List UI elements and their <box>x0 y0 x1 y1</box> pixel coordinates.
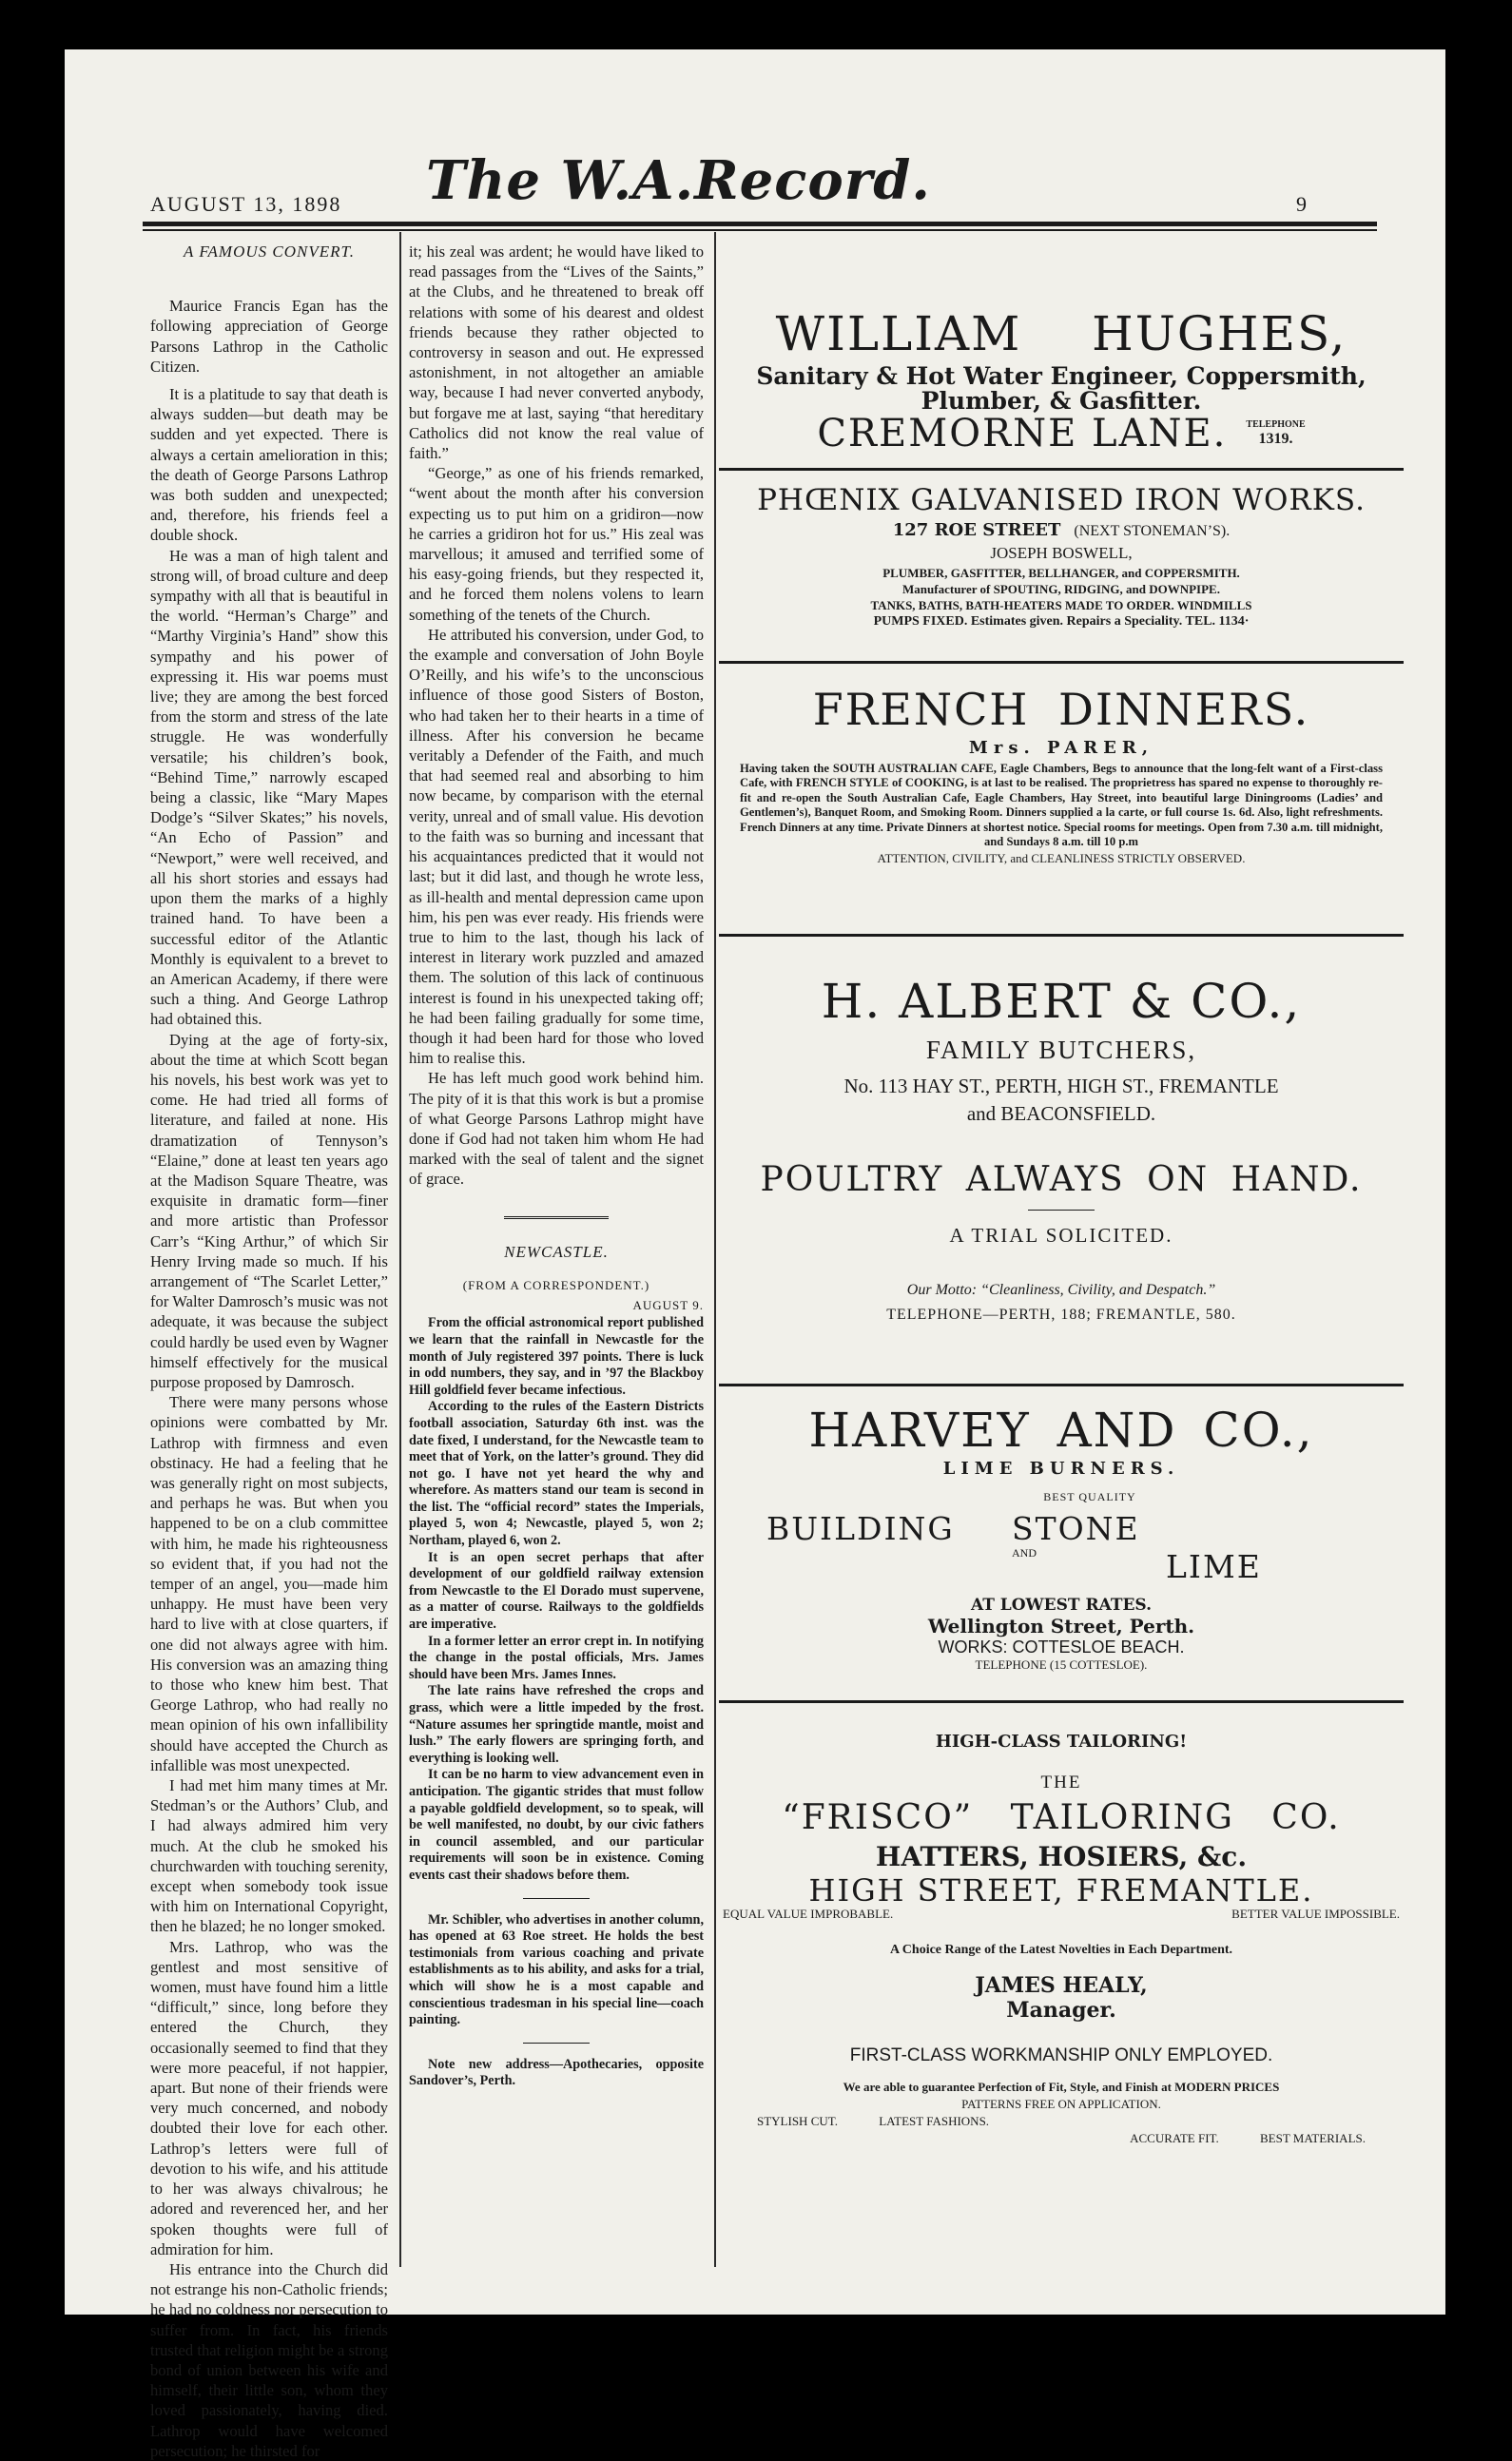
ad-albert-poultry: POULTRY ALWAYS ON HAND. <box>760 1160 1363 1199</box>
ad-hughes-name: WILLIAM HUGHES, <box>775 306 1347 361</box>
ad-frisco-workmanship: FIRST-CLASS WORKMANSHIP ONLY EMPLOYED. <box>849 2045 1273 2065</box>
ad-phoenix-iron-works <box>719 471 1404 661</box>
ad-phoenix-address-note: (NEXT STONEMAN’S). <box>1074 523 1231 539</box>
newspaper-title: The W.A.Record. <box>426 149 931 212</box>
ad-frisco-name: “FRISCO” TAILORING CO. <box>782 1798 1341 1837</box>
article-paragraph: In a former letter an error crept in. In notifying the change in the postal officials, Mrs. James should have been Mrs. James Innes. <box>409 1633 704 1682</box>
ad-harvey-name: HARVEY AND CO., <box>808 1403 1314 1458</box>
ad-french-footer: ATTENTION, CIVILITY, and CLEANLINESS STRICTLY OBSERVED. <box>877 851 1246 866</box>
article-paragraph: He has left much good work behind him. The pity of it is that this work is but a promise of what George Parsons Lathrop might have done if God had not taken him whom He had marked with the seal of talent and the signet of grace. <box>409 1069 704 1189</box>
ad-phoenix-address: 127 ROE STREET <box>892 520 1061 540</box>
ad-french-body: Having taken the SOUTH AUSTRALIAN CAFE, Eagle Chambers, Begs to announce that the long-felt want of a First-class Cafe, with FRENCH STYLE of COOKING, is at last to be realised. The proprietress has spared no expense to thoroughly re-fit and re-open the South Australian Cafe, Eagle Chambers, Hay Street, into beautiful large Diningrooms (Ladies’ and Gentlemen’s), Banquet Room, and Smoking Room. Dinners supplied a la carte, or full course 1s. 6d. Also, light refreshments. French Dinners at any time. Private Dinners at shortest notice. Special rooms for meetings. Open from 7.30 a.m. till midnight, and Sundays 8 a.m. till 10 p.m <box>740 762 1383 849</box>
schibler-notice: Mr. Schibler, who advertises in another column, has opened at 63 Roe street. He holds the best testimonials from various coaching and private establishments as to his ability, and asks for a trial, which will show he is a most capable and conscientious tradesman in his special line—coach painting. <box>409 1911 704 2028</box>
ad-frisco-tag-2: LATEST FASHIONS. <box>879 2114 990 2128</box>
ad-hughes-line1: Sanitary & Hot Water Engineer, Coppersmith, <box>756 362 1367 390</box>
ad-frisco-tag-3: ACCURATE FIT. <box>1130 2131 1219 2145</box>
ad-frisco-range: A Choice Range of the Latest Novelties in Each Department. <box>889 1943 1233 1957</box>
ad-phoenix-trades: PLUMBER, GASFITTER, BELLHANGER, and COPPERSMITH. <box>882 566 1240 580</box>
ad-harvey-lime: LIME <box>1166 1548 1262 1585</box>
ad-frisco-headline: HIGH-CLASS TAILORING! <box>935 1732 1188 1752</box>
ad-phoenix-manufacturer: Manufacturer of SPOUTING, RIDGING, and DOWNPIPE. <box>902 582 1220 596</box>
ad-harvey-stone: STONE <box>1012 1510 1140 1547</box>
ad-harvey-trade: LIME BURNERS. <box>942 1459 1180 1479</box>
article-paragraph: There were many persons whose opinions were combatted by Mr. Lathrop with firmness and even obstinacy. He had a feeling that he was generally right on most subjects, and perhaps he was. But when you happened to be on a club committee with him, he made his righteousness so evident that, if you had not the temper of an angel, you—made him unhappy. He must have been very hard to live with at close quarters, if one did not always agree with him. His conversion was an amazing thing to those who knew him best. That George Lathrop, who had really no mean opinion of his own infallibility should have accepted the Church as infallible was most unexpected. <box>150 1393 388 1774</box>
ad-hughes-address: CREMORNE LANE. <box>817 412 1228 455</box>
article-famous-convert <box>150 242 388 2461</box>
ad-phoenix-pumps: PUMPS FIXED. Estimates given. Repairs a Speciality. TEL. 1134· <box>873 614 1250 629</box>
article-paragraph: It can be no harm to view advancement even in anticipation. The gigantic strides that must follow a payable goldfield development, so to speak, will be well manifested, no doubt, by our civic fathers in council assembled, and our particular requirements will soon be in existence. Coming events cast their shadows before them. <box>409 1767 704 1883</box>
address-notice: Note new address—Apothecaries, opposite Sandover’s, Perth. <box>409 2056 704 2089</box>
ad-harvey-telephone: TELEPHONE (15 COTTESLOE). <box>975 1657 1148 1672</box>
ad-phoenix-tanks: TANKS, BATHS, BATH-HEATERS MADE TO ORDER. WINDMILLS <box>870 598 1252 612</box>
ad-french-dinners <box>719 664 1404 934</box>
article-paragraph: He was a man of high talent and strong will, of broad culture and deep sympathy with all that is beautiful in the world. “Herman’s Charge” and “Marthy Virginia’s Hand” show this sympathy and his power of expressing it. His war poems must live; they are among the best forced from the storm and stress of the late struggle. He was wonderfully versatile; his children’s book, “Behind Time,” narrowly escaped being a classic, like “Mary Mapes Dodge’s “Silver Skates;” his novels, “An Echo of Passion” and “Newport,” were well received, and all his short stories and essays had upon them the marks of a highly trained hand. To have been a successful editor of the Atlantic Monthly is equivalent to a brevet to an American Academy, if there were such a thing. And George Lathrop had obtained this. <box>150 546 388 1029</box>
masthead-rule <box>143 222 1377 226</box>
ad-frisco-guarantee: We are able to guarantee Perfection of Fit, Style, and Finish at MODERN PRICES <box>843 2080 1280 2094</box>
column-two <box>409 242 704 2090</box>
ad-harvey-quality: BEST QUALITY <box>1043 1490 1136 1503</box>
ad-frisco-value-left: EQUAL VALUE IMPROBABLE. <box>723 1907 894 1921</box>
ad-phoenix-name: PHŒNIX GALVANISED IRON WORKS. <box>757 483 1366 517</box>
ad-frisco-value-right: BETTER VALUE IMPOSSIBLE. <box>1231 1907 1400 1921</box>
article-paragraph: His entrance into the Church did not estrange his non-Catholic friends; he had no coldness nor persecution to suffer from. In fact, his friends trusted that religion might be a strong bond of union between his wife and himself, their little son, whom they loved passionately, having died. Lathrop would have welcomed persecution; he thirsted for <box>150 2259 388 2460</box>
article-paragraph: From the official astronomical report published we learn that the rainfall in Newcastle for the month of July registered 397 points. There is luck in odd numbers, they say, and in ’97 the Blackboy Hill goldfield fever became infectious. <box>409 1315 704 1398</box>
ad-albert-address2: and BEACONSFIELD. <box>966 1102 1156 1125</box>
column-divider <box>714 232 716 2267</box>
ad-frisco-tag-4: BEST MATERIALS. <box>1260 2131 1366 2145</box>
article-paragraph: It is an open secret perhaps that after development of our goldfield railway extension from Newcastle to the El Dorado must supervene, as a matter of course. Railways to the goldfields are imperative. <box>409 1549 704 1633</box>
article-paragraph: The late rains have refreshed the crops and grass, which were a little impeded by the frost. “Nature assumes her springtide mantle, moist and lush.” The early flowers are springing forth, and everything is looking well. <box>409 1683 704 1766</box>
ad-albert-trial: A TRIAL SOLICITED. <box>949 1224 1173 1247</box>
ad-french-title: FRENCH DINNERS. <box>812 684 1310 735</box>
page-number: 9 <box>1296 192 1307 216</box>
ad-hughes-tel-number: 1319. <box>1258 431 1293 447</box>
article-paragraph: “George,” as one of his friends remarked, “went about the month after his conversion expecting us to put him on a gridiron—now he carries a gridiron hot for us.” His zeal was marvellous; it amused and terrified some of his easy-going friends, but they respected it, and he forced them nolens volens to learn something of the tenets of the Church. <box>409 464 704 624</box>
newcastle-body <box>409 1315 704 2090</box>
ad-albert-address1: No. 113 HAY ST., PERTH, HIGH ST., FREMANTLE <box>843 1075 1279 1097</box>
article-paragraph: Mrs. Lathrop, who was the gentlest and most sensitive of women, must have found him a little “difficult,” since, long before they entered the Church, they occasionally seemed to find that they were more peaceful, if not happier, apart. But none of their friends were very much concerned, and nobody doubted their love for each other. Lathrop’s letters were full of devotion to his wife, and his attitude to her was always chivalrous; he adored and reverenced her, and her spoken thoughts were full of admiration for him. <box>150 1937 388 2258</box>
ad-hughes-line2: Plumber, & Gasfitter. <box>921 387 1202 415</box>
ad-frisco-the: THE <box>1040 1773 1082 1792</box>
column-divider <box>399 232 401 2267</box>
ad-frisco-manager-name: JAMES HEALY, <box>975 1973 1148 1998</box>
issue-date: AUGUST 13, 1898 <box>150 192 342 216</box>
ad-harvey-and-co <box>719 1386 1404 1700</box>
article-title: A FAMOUS CONVERT. <box>184 242 355 261</box>
ad-albert-trade: FAMILY BUTCHERS, <box>925 1036 1197 1064</box>
section-ornament <box>409 1207 704 1227</box>
article-byline: (FROM A CORRESPONDENT.) <box>462 1277 650 1292</box>
article-dateline: AUGUST 9. <box>632 1298 704 1313</box>
ad-harvey-works: WORKS: COTTESLOE BEACH. <box>938 1637 1185 1657</box>
ad-harvey-street: Wellington Street, Perth. <box>927 1615 1195 1637</box>
ad-harvey-building: BUILDING <box>766 1510 955 1547</box>
article-paragraph: He attributed his conversion, under God, to the example and conversation of John Boyle O’Reilly, and his wife’s to the unconscious influence of those good Sisters of Boston, who had taken her to their hearts in a time of illness. After his conversion he became veritably a Defender of the Faith, and much that had seemed real and absorbing to him now became, by comparison with the eternal verity, unreal and of small value. His devotion to the faith was so burning and incessant that his acquaintances predicted that it would not last; but it did last, and though he wrote less, as ill-health and mental depression came upon him, his pen was ever ready. His friends were true to him to the last, though his lack of interest in literary work puzzled and amazed them. The solution of this lack of continuous interest is found in his unexpected taking off; he had been failing gradually for some time, though it had been hard for those who loved him to realise this. <box>409 625 704 1068</box>
divider <box>523 2043 590 2044</box>
article-title-newcastle: NEWCASTLE. <box>504 1242 609 1261</box>
ad-phoenix-proprietor: JOSEPH BOSWELL, <box>990 544 1133 562</box>
ad-albert-motto: Our Motto: “Cleanliness, Civility, and Despatch.” <box>906 1282 1216 1298</box>
article-paragraph: According to the rules of the Eastern Districts football association, Saturday 6th inst. was the date fixed, I understand, for the Newcastle team to meet that of York, on the latter’s ground. They did not go. I have not yet heard the why and wherefore. As matters stand our team is second in the list. The “official record” states the Imperials, played 5, won 4; Newcastle, played 5, won 2; Northam, played 6, won 2. <box>409 1399 704 1549</box>
article-paragraph: it; his zeal was ardent; he would have liked to read passages from the “Lives of the Saints,” at the Clubs, and he threatened to break off relations with some of his dearest and oldest friends because they rather objected to controversy in season and out. He expressed astonishment, in not altogether an amiable way, because I had never converted anybody, but forgave me at last, saying “that hereditary Catholics did not know the real value of faith.” <box>409 242 704 463</box>
ad-frisco-tailoring <box>719 1703 1404 2145</box>
ad-harvey-rates: AT LOWEST RATES. <box>970 1596 1153 1615</box>
masthead <box>65 49 1445 221</box>
ad-frisco-manager-title: Manager. <box>1006 1998 1116 2023</box>
ad-albert-name: H. ALBERT & CO., <box>821 974 1302 1029</box>
article-paragraph: I had met him many times at Mr. Stedman’s or the Authors’ Club, and I had always admired him very much. At the club he smoked his churchwarden with touching serenity, except when somebody took issue with him on International Copyright, then he blazed; he no longer smoked. <box>150 1776 388 1936</box>
ad-hughes-tel-label: TELEPHONE <box>1246 419 1306 430</box>
ad-frisco-street: HIGH STREET, FREMANTLE. <box>808 1872 1314 1909</box>
ad-french-proprietor: Mrs. PARER, <box>968 738 1154 758</box>
divider <box>523 1898 590 1899</box>
ad-frisco-patterns: PATTERNS FREE ON APPLICATION. <box>961 2097 1161 2111</box>
ad-albert-telephone: TELEPHONE—PERTH, 188; FREMANTLE, 580. <box>886 1307 1236 1323</box>
ad-william-hughes <box>719 242 1404 468</box>
advertisements-column <box>719 242 1404 2145</box>
ad-harvey-and: AND <box>1012 1546 1037 1560</box>
ad-frisco-tag-1: STYLISH CUT. <box>757 2114 838 2128</box>
ad-frisco-trade: HATTERS, HOSIERS, &c. <box>875 1841 1248 1872</box>
masthead-rule-thin <box>143 229 1377 231</box>
article-paragraph: It is a platitude to say that death is always sudden—but death may be sudden and yet expected. There is always a certain amelioration in this; the death of George Parsons Lathrop was both sudden and unexpected; and, therefore, his friends feel a double shock. <box>150 385 388 545</box>
article-paragraph: Maurice Francis Egan has the following appreciation of George Parsons Lathrop in the Catholic Citizen. <box>150 297 388 376</box>
ad-h-albert <box>719 937 1404 1384</box>
newspaper-page <box>65 49 1445 2460</box>
article-paragraph: Dying at the age of forty-six, about the time at which Scott began his novels, his best work was yet to come. He had tried all forms of literature, and failed at none. His dramatization of Tennyson’s “Elaine,” done at least ten years ago at the Madison Square Theatre, was exquisite in dramatic form—finer and more artistic than Professor Carr’s “King Arthur,” of which Sir Henry Irving made so much. If his arrangement of “The Scarlet Letter,” for Walter Damrosch’s music was not adequate, it was because the subject could hardly be used even by Wagner himself effectively for the musical purpose proposed by Damrosch. <box>150 1030 388 1391</box>
